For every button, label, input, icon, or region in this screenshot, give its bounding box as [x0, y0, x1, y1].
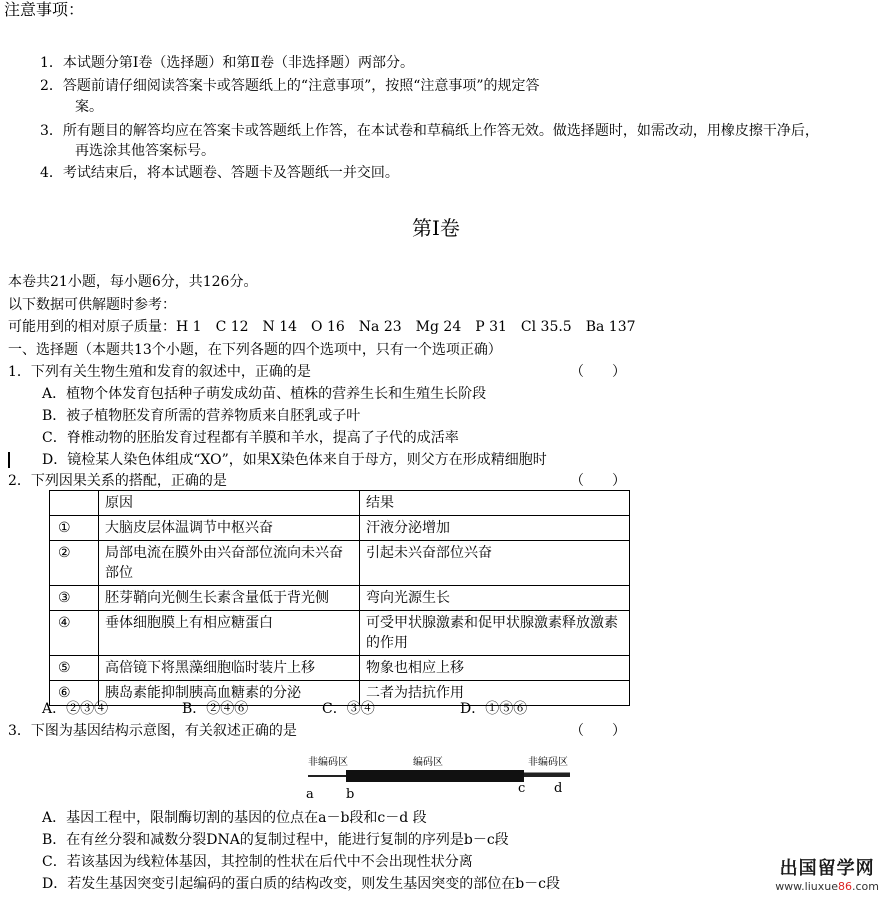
label-noncoding-right: 非编码区: [528, 757, 568, 768]
watermark-brand: 出国留学网: [779, 858, 875, 879]
q1-answer-paren: （ ）: [570, 364, 626, 380]
section-heading: 一、选择题（本题共13个小题，在下列各题的四个选项中，只有一个选项正确）: [8, 342, 502, 358]
notice-item-continued: 再选涂其他答案标号。: [75, 143, 215, 159]
q2-answer-paren: （ ）: [570, 473, 626, 489]
q2-option-d: D．①⑤⑥: [460, 701, 528, 717]
table-row: [50, 516, 630, 541]
gene-structure-diagram: [300, 752, 580, 802]
intro-line: 以下数据可供解题时参考：: [8, 297, 176, 313]
watermark-url: [775, 880, 879, 893]
row-number: ⑤: [50, 656, 99, 681]
row-number: ①: [50, 516, 99, 541]
table-row: [50, 541, 630, 586]
q3-option-c: C．若该基因为线粒体基因，其控制的性状在后代中不会出现性状分离: [42, 854, 473, 870]
q3-option-d: D．若发生基因突变引起编码的蛋白质的结构改变，则发生基因突变的部位在b－c段: [42, 876, 561, 892]
table-row: [50, 656, 630, 681]
notice-item: 3．所有题目的解答均应在答案卡或答题纸上作答，在本试卷和草稿纸上作答无效。做选择题时，如需改动，用橡皮擦干净后，: [40, 123, 819, 139]
q1-option-b: B．被子植物胚发育所需的营养物质来自胚乳或子叶: [42, 408, 361, 424]
coding-region-bar: [346, 770, 524, 782]
cause-cell: 垂体细胞膜上有相应糖蛋白: [99, 611, 360, 656]
volume-title: 第Ⅰ卷: [412, 216, 460, 240]
q3-stem: 3．下图为基因结构示意图，有关叙述正确的是: [8, 723, 297, 739]
cause-cell: 大脑皮层体温调节中枢兴奋: [99, 516, 360, 541]
table-row: [50, 586, 630, 611]
q1-option-a: A．植物个体发育包括种子萌发成幼苗、植株的营养生长和生殖生长阶段: [42, 386, 487, 402]
q1-stem: 1．下列有关生物生殖和发育的叙述中，正确的是: [8, 364, 311, 380]
table-header-cell: [50, 491, 99, 516]
q1-option-c: C．脊椎动物的胚胎发育过程都有羊膜和羊水，提高了子代的成活率: [42, 430, 459, 446]
q2-stem: 2．下列因果关系的搭配，正确的是: [8, 473, 227, 489]
label-noncoding-left: 非编码区: [308, 757, 348, 768]
row-number: ⑥: [50, 681, 99, 706]
q2-option-a: A．②③④: [42, 701, 109, 717]
point-d: d: [554, 781, 563, 796]
notice-item-continued: 案。: [75, 99, 103, 115]
intro-line: 本卷共21小题，每小题6分，共126分。: [8, 274, 258, 290]
notice-item: 4．考试结束后，将本试题卷、答题卡及答题纸一并交回。: [40, 165, 399, 181]
url-num: 86: [838, 880, 852, 893]
atomic-mass-line: 可能用到的相对原子质量：H 1 C 12 N 14 O 16 Na 23 Mg 24 P 31 Cl 35.5 Ba 137: [8, 319, 636, 335]
point-c: c: [518, 781, 526, 796]
cause-cell: 高倍镜下将黑藻细胞临时装片上移: [99, 656, 360, 681]
watermark-logo: [775, 854, 879, 893]
effect-cell: 引起未兴奋部位兴奋: [360, 541, 630, 586]
cause-cell: 局部电流在膜外由兴奋部位流向未兴奋部位: [99, 541, 360, 586]
effect-cell: 弯向光源生长: [360, 586, 630, 611]
notice-item: 1．本试题分第Ⅰ卷（选择题）和第Ⅱ卷（非选择题）两部分。: [40, 55, 414, 71]
text-cursor: [8, 452, 10, 468]
q2-option-b: B．②④⑥: [182, 701, 249, 717]
q2-table: [49, 490, 630, 706]
cause-cell: 胰岛素能抑制胰高血糖素的分泌: [99, 681, 360, 706]
q3-answer-paren: （ ）: [570, 723, 626, 739]
notice-item: 2．答题前请仔细阅读答案卡或答题纸上的“注意事项”，按照“注意事项”的规定答: [40, 78, 540, 94]
q2-option-c: C．③④: [322, 701, 375, 717]
q1-option-d: D．镜检某人染色体组成“XO”，如果X染色体来自于母方，则父方在形成精细胞时: [42, 452, 547, 468]
label-coding: 编码区: [413, 757, 443, 768]
row-number: ③: [50, 586, 99, 611]
point-b: b: [346, 787, 355, 802]
effect-cell: 汗液分泌增加: [360, 516, 630, 541]
table-header-cell: 原因: [99, 491, 360, 516]
effect-cell: 可受甲状腺激素和促甲状腺激素释放激素的作用: [360, 611, 630, 656]
point-a: a: [306, 787, 314, 802]
effect-cell: 物象也相应上移: [360, 656, 630, 681]
q3-option-a: A．基因工程中，限制酶切割的基因的位点在a－b段和c－d 段: [42, 810, 427, 826]
table-header-row: [50, 491, 630, 516]
row-number: ④: [50, 611, 99, 656]
url-prefix: www.liuxue: [775, 880, 838, 893]
effect-cell: 二者为拮抗作用: [360, 681, 630, 706]
url-suffix: .com: [852, 880, 879, 893]
row-number: ②: [50, 541, 99, 586]
table-row: [50, 611, 630, 656]
cause-cell: 胚芽鞘向光侧生长素含量低于背光侧: [99, 586, 360, 611]
notice-title: 注意事项：: [4, 0, 85, 19]
table-header-cell: 结果: [360, 491, 630, 516]
q3-option-b: B．在有丝分裂和减数分裂DNA的复制过程中，能进行复制的序列是b－c段: [42, 832, 509, 848]
